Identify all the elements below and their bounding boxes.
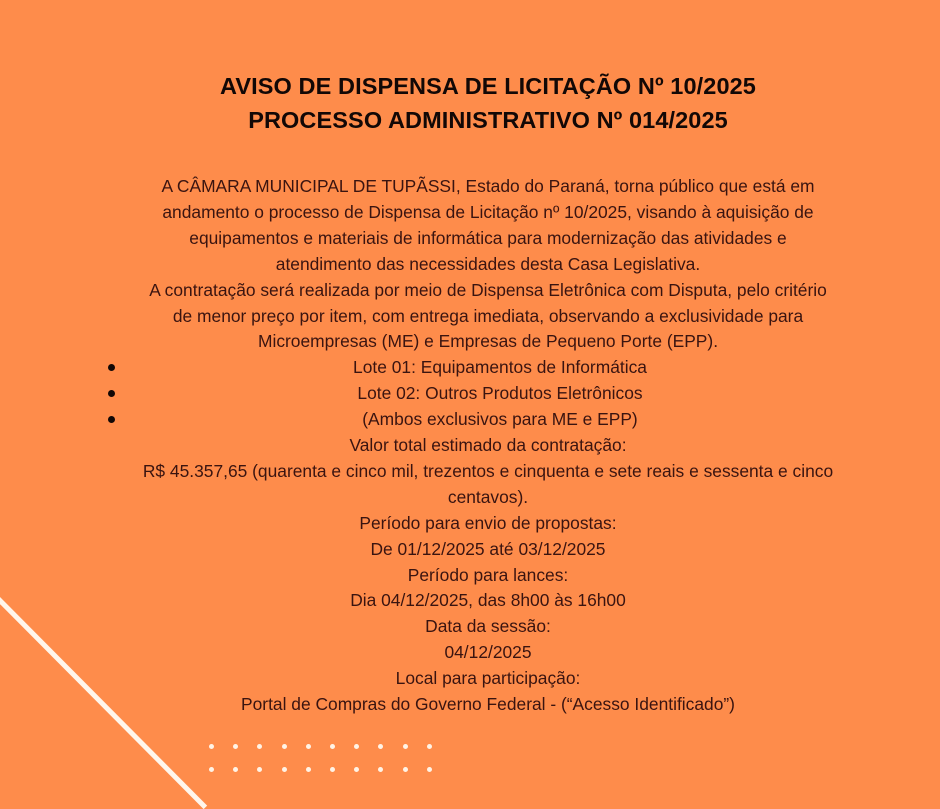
estimated-value-label: Valor total estimado da contratação: xyxy=(349,435,627,456)
dot-icon xyxy=(257,767,262,772)
intro-line: A CÂMARA MUNICIPAL DE TUPÃSSI, Estado do Paraná, torna público que está em xyxy=(161,176,815,196)
session-label: Data da sessão: xyxy=(425,616,551,637)
contract-line: Microempresas (ME) e Empresas de Pequeno Porte (EPP). xyxy=(257,331,719,352)
dot-icon xyxy=(378,767,383,772)
lot-item-text: Lote 02: Outros Produtos Eletrônicos xyxy=(357,383,643,404)
intro-line: andamento o processo de Dispensa de Licitação nº 10/2025, visando à aquisição de xyxy=(162,201,814,222)
location-value: Portal de Compras do Governo Federal - (“Acesso Identificado”) xyxy=(241,694,735,715)
notice-body xyxy=(100,174,876,718)
intro-line: atendimento das necessidades desta Casa Legislativa. xyxy=(275,253,701,274)
lot-item xyxy=(100,381,876,407)
dot-icon xyxy=(427,767,432,772)
location-section xyxy=(100,666,876,718)
dot-icon xyxy=(306,744,311,749)
proposals-section xyxy=(100,511,876,563)
session-section xyxy=(100,614,876,666)
location-label: Local para participação: xyxy=(395,668,581,689)
dot-icon xyxy=(282,744,287,749)
estimated-value-line-1: R$ 45.357,65 (quarenta e cinco mil, trezentos e cinquenta e sete reais e sessenta e cinco xyxy=(142,460,834,481)
dot-icon xyxy=(403,744,408,749)
notice-title xyxy=(0,69,940,137)
dot-icon xyxy=(233,767,238,772)
intro-line: equipamentos e materiais de informática para modernização das atividades e xyxy=(189,227,787,248)
dot-icon xyxy=(330,767,335,772)
estimated-value-line-2: centavos). xyxy=(447,486,529,507)
dot-icon xyxy=(282,767,287,772)
estimated-value-section xyxy=(100,433,876,511)
notice-title-line-2: PROCESSO ADMINISTRATIVO Nº 014/2025 xyxy=(248,107,728,133)
dot-icon xyxy=(330,744,335,749)
dot-grid-decoration xyxy=(209,744,449,784)
notice-title-line-1: AVISO DE DISPENSA DE LICITAÇÃO Nº 10/2025 xyxy=(220,73,756,99)
dot-icon xyxy=(403,767,408,772)
contract-line: de menor preço por item, com entrega imediata, observando a exclusividade para xyxy=(172,305,804,326)
dot-icon xyxy=(233,744,238,749)
bids-value: Dia 04/12/2025, das 8h00 às 16h00 xyxy=(350,590,626,611)
dot-icon xyxy=(427,744,432,749)
contract-paragraph xyxy=(100,278,876,356)
lots-list xyxy=(100,355,876,433)
intro-paragraph xyxy=(100,174,876,278)
lot-item-text: Lote 01: Equipamentos de Informática xyxy=(353,357,647,378)
dot-icon xyxy=(354,767,359,772)
contract-line: A contratação será realizada por meio de Dispensa Eletrônica com Disputa, pelo critério xyxy=(149,279,827,300)
proposals-value: De 01/12/2025 até 03/12/2025 xyxy=(370,538,606,559)
session-value: 04/12/2025 xyxy=(444,642,532,663)
dot-icon xyxy=(306,767,311,772)
dot-icon xyxy=(354,744,359,749)
bids-section xyxy=(100,563,876,615)
lot-item-text: (Ambos exclusivos para ME e EPP) xyxy=(362,409,638,430)
dot-icon xyxy=(378,744,383,749)
dot-icon xyxy=(209,767,214,772)
lot-item xyxy=(100,355,876,381)
bids-label: Período para lances: xyxy=(407,564,569,585)
proposals-label: Período para envio de propostas: xyxy=(359,512,617,533)
dot-icon xyxy=(209,744,214,749)
lot-item xyxy=(100,407,876,433)
dot-icon xyxy=(257,744,262,749)
